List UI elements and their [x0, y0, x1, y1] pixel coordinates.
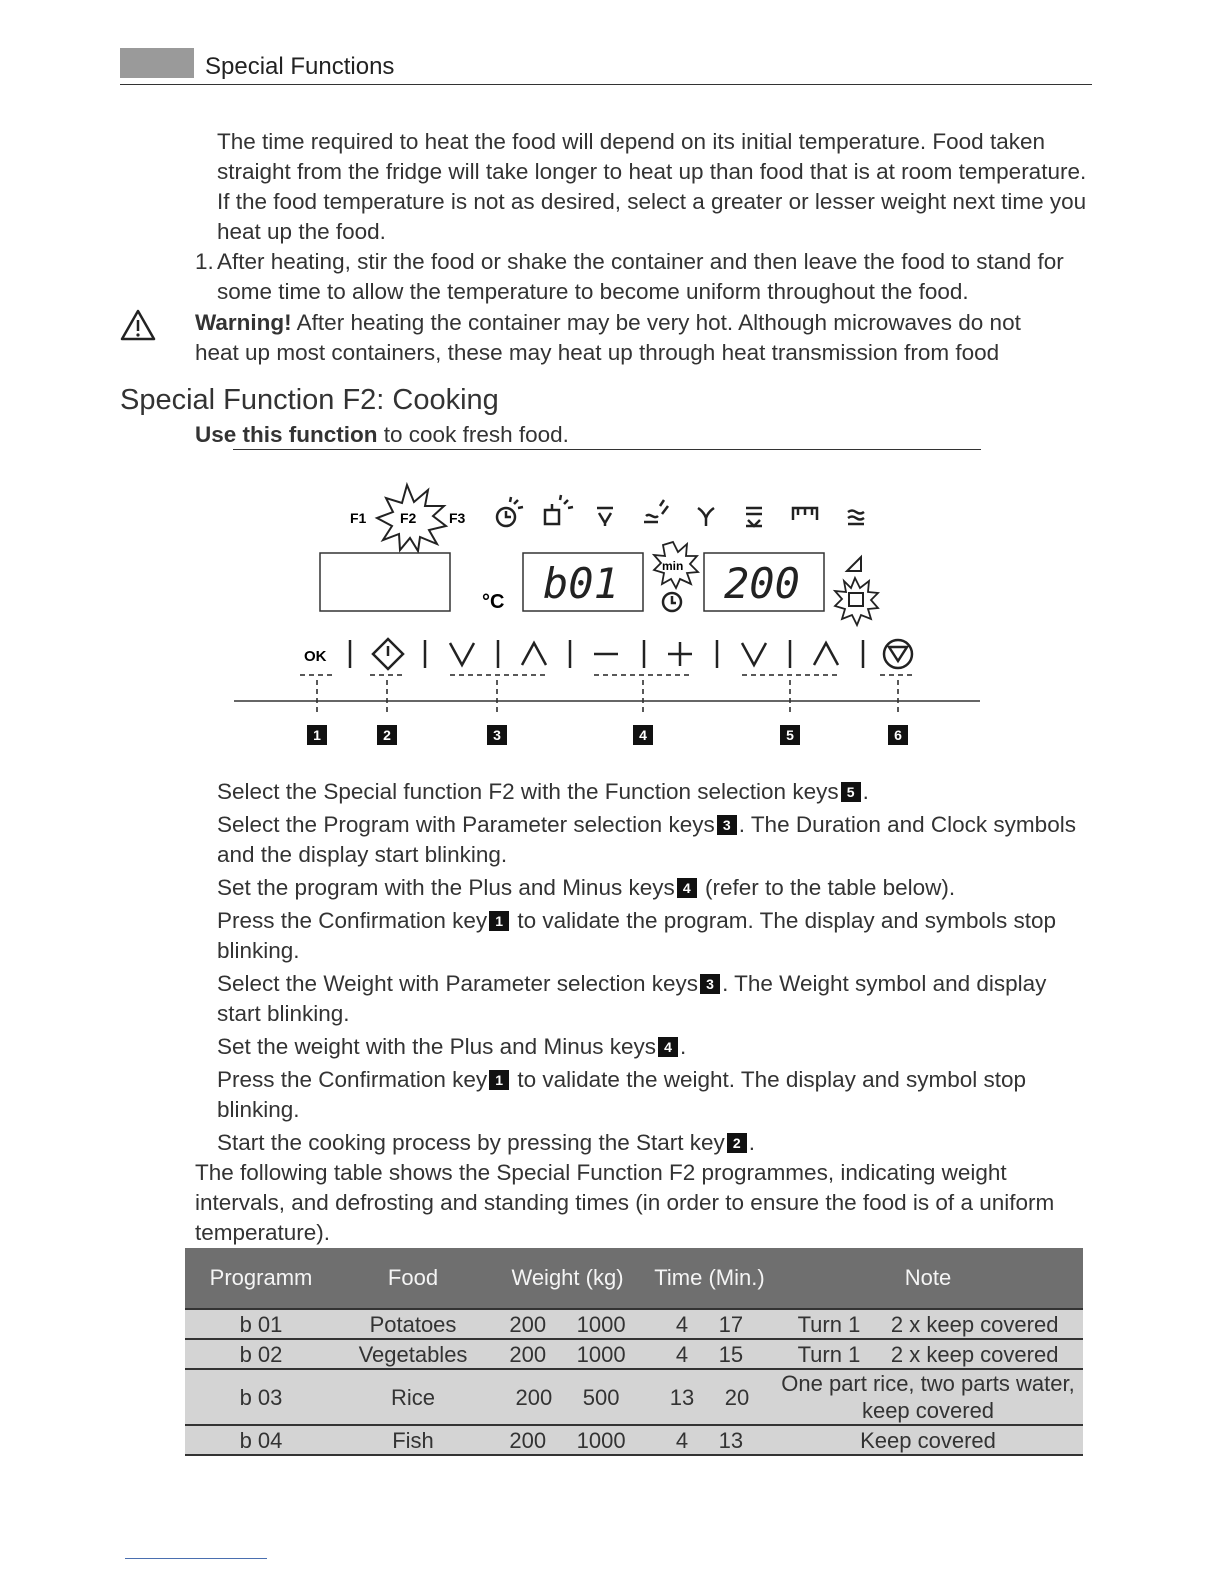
cell-time: 13 20 [646, 1369, 773, 1425]
col-header-food: Food [337, 1248, 489, 1309]
table-row [185, 1425, 1083, 1455]
grill-fan-icon [746, 508, 762, 526]
instruction-item: Select the Weight with Parameter selection keys 3 . The Weight symbol and display start blinking. [217, 971, 1047, 1026]
warning-label: Warning! [195, 310, 292, 335]
callout-label-2: 2 [383, 727, 391, 743]
cell-weight: 200 1000 [489, 1339, 646, 1369]
key-row [234, 639, 980, 714]
key-ref-4: 4 [658, 1037, 678, 1057]
col-header-programm: Programm [185, 1248, 337, 1309]
cell-note: Keep covered [773, 1425, 1083, 1455]
weight-display-value: 200 [724, 559, 800, 608]
plus-key-icon[interactable] [668, 642, 692, 666]
key-underlines [300, 675, 916, 714]
instruction-item: Select the Program with Parameter selection keys 3 . The Duration and Clock symbols and the display start blinking. [217, 812, 1076, 867]
microwave-grill-icon [644, 500, 668, 522]
key-ref-2: 2 [727, 1133, 747, 1153]
col-header-weight: Weight (kg) [489, 1248, 646, 1309]
instruction-item: Select the Special function F2 with the Function selection keys 5 . [217, 779, 869, 804]
key-ref-3: 3 [700, 974, 720, 994]
section-subtitle-bold: Use this function [195, 422, 378, 447]
cell-note: Turn 1 2 x keep covered [773, 1339, 1083, 1369]
step-number: 1. [195, 249, 214, 274]
cell-weight: 200 1000 [489, 1425, 646, 1455]
col-header-note: Note [773, 1248, 1083, 1309]
key-ref-1: 1 [489, 1070, 509, 1090]
key-ref-1: 1 [489, 911, 509, 931]
warning-icon [119, 308, 157, 342]
function-down-key-icon[interactable] [742, 643, 766, 665]
fan-icon [698, 508, 714, 526]
key-ref-3: 3 [717, 815, 737, 835]
clock-icon [663, 593, 681, 611]
function-up-key-icon[interactable] [814, 643, 838, 665]
cell-programm: b 04 [185, 1425, 337, 1455]
cell-food: Fish [337, 1425, 489, 1455]
cell-food: Vegetables [337, 1339, 489, 1369]
start-key-icon[interactable] [373, 639, 403, 669]
section-subtitle [195, 420, 995, 450]
table-row [185, 1309, 1083, 1339]
intro-paragraph: The time required to heat the food will depend on its initial temperature. Food taken straight from the fridge will take longer to heat up than food that is at room temperature. If the food temperature is not as desired, select a greater or lesser weight next time you heat up the food. [217, 129, 1087, 244]
instruction-item: Set the weight with the Plus and Minus keys 4 . [217, 1034, 687, 1059]
section-title: Special Function F2: Cooking [120, 384, 499, 416]
cell-time: 4 15 [646, 1339, 773, 1369]
cell-time: 4 17 [646, 1309, 773, 1339]
label-f1: F1 [350, 510, 367, 526]
callout-label-6: 6 [894, 727, 902, 743]
table-row [185, 1369, 1083, 1425]
control-panel-diagram [230, 478, 990, 750]
cell-food: Potatoes [337, 1309, 489, 1339]
cell-note: Turn 1 2 x keep covered [773, 1309, 1083, 1339]
cell-weight: 200 500 [489, 1369, 646, 1425]
instruction-item: Press the Confirmation key 1 to validate the weight. The display and symbol stop blinking. [217, 1067, 1027, 1122]
cell-weight: 200 1000 [489, 1309, 646, 1339]
callout-label-4: 4 [639, 727, 647, 743]
section-subtitle-rest: to cook fresh food. [383, 422, 569, 447]
min-label: min [662, 559, 684, 573]
label-f2: F2 [400, 510, 417, 526]
left-display [320, 553, 450, 611]
waves-icon [848, 511, 864, 525]
cell-note: One part rice, two parts water, keep covered [773, 1369, 1083, 1425]
key-ref-4: 4 [677, 878, 697, 898]
param-up-key-icon[interactable] [522, 643, 546, 665]
grill-icon [793, 508, 817, 520]
defrost-time-icon [497, 497, 523, 526]
header-title: Special Functions [205, 53, 395, 80]
callout-markers [307, 725, 908, 745]
instruction-item: Press the Confirmation key 1 to validate the program. The display and symbols stop blinking. [217, 908, 1057, 963]
instruction-item: Start the cooking process by pressing the Start key 2 . [217, 1130, 756, 1155]
celsius-unit: °C [482, 591, 505, 613]
table-intro: The following table shows the Special Function F2 programmes, indicating weight intervals, and defrosting and standing times (in order to ensure the food is of a uniform temperature). [195, 1160, 1055, 1245]
table-header-row [185, 1248, 1083, 1309]
instruction-item: Set the program with the Plus and Minus keys 4 (refer to the table below). [217, 875, 956, 900]
label-f3: F3 [449, 510, 466, 526]
function-symbols [497, 495, 864, 526]
footer-rule [125, 1558, 267, 1559]
ok-key-label: OK [304, 648, 327, 665]
header-tab-block [120, 48, 194, 78]
warning-text: After heating the container may be very hot. Although microwaves do not heat up most containers, these may heat up through heat transmission from food [195, 310, 1021, 365]
callout-label-1: 1 [313, 727, 321, 743]
callout-label-3: 3 [493, 727, 501, 743]
callout-label-5: 5 [786, 727, 794, 743]
subtitle-rule [233, 449, 981, 450]
param-down-key-icon[interactable] [450, 643, 474, 665]
defrost-weight-icon [545, 495, 573, 524]
microwave-fan-icon [597, 508, 613, 526]
col-header-time: Time (Min.) [646, 1248, 773, 1309]
stop-key-icon[interactable] [884, 640, 912, 668]
programme-table [185, 1248, 1083, 1456]
weight-icon [849, 593, 863, 606]
program-display-value: b01 [543, 559, 619, 608]
instruction-list [217, 777, 1095, 1158]
page-header [120, 48, 1092, 85]
cell-programm: b 03 [185, 1369, 337, 1425]
table-row [185, 1339, 1083, 1369]
key-ref-5: 5 [841, 782, 861, 802]
cell-time: 4 13 [646, 1425, 773, 1455]
power-level-icon [847, 557, 861, 571]
weight-burst-icon [835, 578, 878, 625]
warning-paragraph [195, 308, 1055, 368]
step-text: After heating, stir the food or shake the container and then leave the food to stand for some time to allow the temperature to become uniform throughout the food. [217, 249, 1064, 304]
cell-programm: b 01 [185, 1309, 337, 1339]
cell-food: Rice [337, 1369, 489, 1425]
cell-programm: b 02 [185, 1339, 337, 1369]
